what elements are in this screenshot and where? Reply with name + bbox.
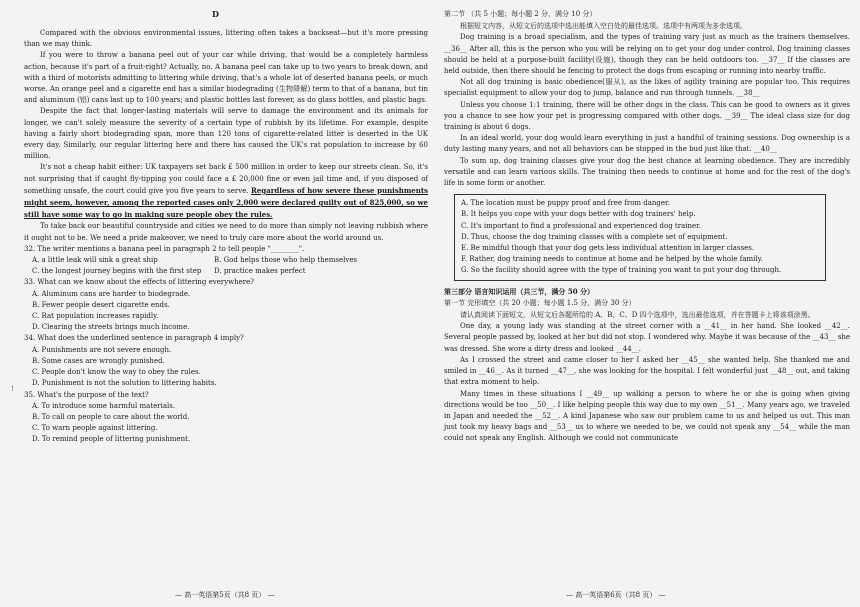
page-footer: — 高一英语第5页（共8 页） — — [175, 591, 275, 599]
section-heading: 第二节 （共 5 小题；每小题 2 分，满分 10 分） — [444, 10, 597, 18]
option: D. Punishment is not the solution to littering habits. — [32, 379, 217, 388]
paragraph: To take back our beautiful countryside and cities we need to do more than simply not leaving rubbish where it ought not to be. We need a pride makeover, we need to truly care more about the world around us. — [24, 222, 428, 242]
question-32: 32. The writer mentions a banana peel in paragraph 2 to tell people "________". — [24, 244, 305, 253]
option: D. To remind people of littering punishment. — [32, 435, 191, 444]
box-option: C. It's important to find a professional and experienced dog trainer. — [461, 221, 701, 230]
option: B. To call on people to care about the world. — [32, 412, 190, 421]
right-page — [444, 9, 850, 445]
instruction: 根据短文内容，从短文后的选项中选出能填入空白处的最佳选项。选项中有两项为多余选项。 — [460, 22, 747, 31]
box-option: G. So the facility should agree with the type of training you want to put your dog through. — [461, 266, 782, 275]
instruction: 请认真阅读下面短文，从短文后各题所给的 A、B、C、D 四个选项中，选出最佳选项，并在答题卡上将该项涂黑。 — [460, 311, 815, 320]
paragraph-text: It's not a cheap habit either: UK taxpayers set back £ 500 million in order to keep our streets clean. So, it's not surprising that if caught fly-tipping you could face a £ 20,000 fine or even jail time and, if you disposed of something unsafe, the court could give you five years to serve. — [24, 163, 428, 195]
margin-mark: ! — [11, 385, 14, 393]
box-option: A. The location must be puppy proof and free from danger. — [461, 199, 670, 208]
page-footer: — 高一英语第6页（共8 页） — — [566, 591, 666, 599]
paragraph: In an ideal world, your dog would learn everything in just a handful of training sessions. Dog ownership is a duty lasting many years, and not all behaviors can be stopped in the bud just like that. __40__ — [444, 134, 850, 154]
option: C. Rat population increases rapidly. — [32, 312, 159, 321]
option: B. Some cases are wrongly punished. — [32, 356, 165, 365]
option: B. God helps those who help themselves — [214, 256, 358, 265]
option: A. a little leak will sink a great ship — [32, 256, 158, 265]
option-row — [32, 266, 428, 277]
option: C. the longest journey begins with the first step — [32, 267, 202, 276]
left-page — [24, 28, 428, 446]
option: B. Fewer people desert cigarette ends. — [32, 300, 170, 309]
option: C. People don't know the way to obey the rules. — [32, 368, 201, 377]
paragraph: Despite the fact that longer-lasting materials will serve to damage the environment and its animals for longer, we can't solely measure the severity of a certain type of rubbish by its lifetime. For example, despite having a fairly short biodegrading span, more than 120 tons of cigarette-related litter is deserted in the UK every day. Similarly, our regular littering here and there has caused the UK's rat population to increase by 60 million. — [24, 107, 428, 161]
paragraph: Unless you choose 1:1 training, there will be other dogs in the class. This can be good to owners as it gives you a chance to see how your pet is progressing compared with other dogs. __39__ The ideal class size for dog training is about 6 dogs. — [444, 100, 850, 132]
part-heading: 第三部分 语言知识运用（共三节，满分 50 分） — [444, 286, 595, 296]
section-heading: 第一节 完形填空（共 20 小题；每小题 1.5 分，满分 30 分） — [444, 298, 636, 307]
option: D. Clearing the streets brings much income. — [32, 323, 190, 332]
paragraph: If you were to throw a banana peel out of your car while driving, that would be a completely harmless action, because it's part of a fruit-right? Actually, no. A banana peel can take up to two years to break down, and with a third of motorists admitting to littering while driving, that's a whole lot of deserted banana peels, or much worse. An orange peel and a cigarette end has a similar biodegrading (生物降解) term to that of a banana, but tin and aluminum (铝) cans last up to 100 years; and plastic bottles last forever, as do glass bottles, and plastic bags. — [24, 51, 428, 105]
question-33: 33. What can we know about the effects of littering everywhere? — [24, 278, 255, 287]
paragraph: To sum up, dog training classes give your dog the best chance at learning obedience. They are incredibly versatile and can learn various skills. The training then needs to continue at home and for the rest of the dog's life in some form or another. — [444, 156, 850, 188]
option: A. Aluminum cans are harder to biodegrade. — [32, 289, 191, 298]
question-35: 35. What's the purpose of the text? — [24, 390, 149, 399]
option: A. To introduce some harmful materials. — [32, 401, 176, 410]
paragraph: Compared with the obvious environmental issues, littering often takes a backseat—but it's more pressing than we may think. — [24, 29, 428, 49]
box-option: F. Rather, dog training needs to continue at home and be helped by the whole family. — [461, 255, 763, 264]
option: A. Punishments are not severe enough. — [32, 345, 172, 354]
paragraph: Dog training is a broad specialism, and the types of training vary just as much as the trainers themselves. __36__ After all, this is the person who you will be relying on to get your dog under control. Dog training classes should be held at a purpose-built facility(设施), though they can be held outdoors too. __37__ If the classes are held outside, then there should be fencing to protect the dogs from escaping or running into nearby traffic. — [444, 33, 850, 76]
option: D. practice makes perfect — [214, 267, 306, 276]
paragraph — [24, 162, 428, 221]
option-row — [32, 255, 428, 266]
paragraph: As I crossed the street and came closer to her I asked her __45__ she wanted help. She thanked me and smiled in __46__. As it turned __47__, she was looking for the hospital. I felt wonderful just __48__ out, and taking that extra moment to help. — [444, 355, 850, 387]
paragraph: Not all dog training is basic obedience(服从), as the likes of agility training are popular too. This requires specialist equipment to allow your dog to jump, balance and run through tunnels. __38__ — [444, 78, 850, 98]
paragraph: Many times in these situations I __49__ up walking a person to where he or she is going when giving directions would be too __50__. I like helping people this way due to my own __51__. Many years ago, we traveled in Japan and needed the __52__. A kind Japanese who saw our problem came to us and helped us out. This man just took my heavy bags and __53__ us to where we needed to be, we could not speak any __54__ while the man could not speak any English. Although we could not communicate — [444, 389, 850, 443]
question-34: 34. What does the underlined sentence in paragraph 4 imply? — [24, 334, 244, 343]
box-option: E. Be mindful though that your dog gets less individual attention in larger classes. — [461, 244, 755, 253]
paragraph: One day, a young lady was standing at the street corner with a __41__ in her hand. She looked __42__. Several people passed by, looked at her but did not stop. I wondered why. Maybe it was because of the __43__ she was dressed. She wore a dirty dress and looked __44__. — [444, 322, 850, 353]
options-box — [454, 194, 826, 280]
option: C. To warn people against littering. — [32, 424, 158, 433]
box-option: D. Thus, choose the dog training classes with a complete set of equipment. — [461, 232, 728, 241]
passage-label: D — [212, 9, 219, 19]
box-option: B. It helps you cope with your dogs better with dog trainers' help. — [461, 210, 696, 219]
underlined-sentence: Regardless of how severe these punishments might seem, however, among the reported cases only 2,000 were declared guilty out of 825,000, so we still have some way to go in making sure people obey the rules. — [24, 185, 428, 220]
